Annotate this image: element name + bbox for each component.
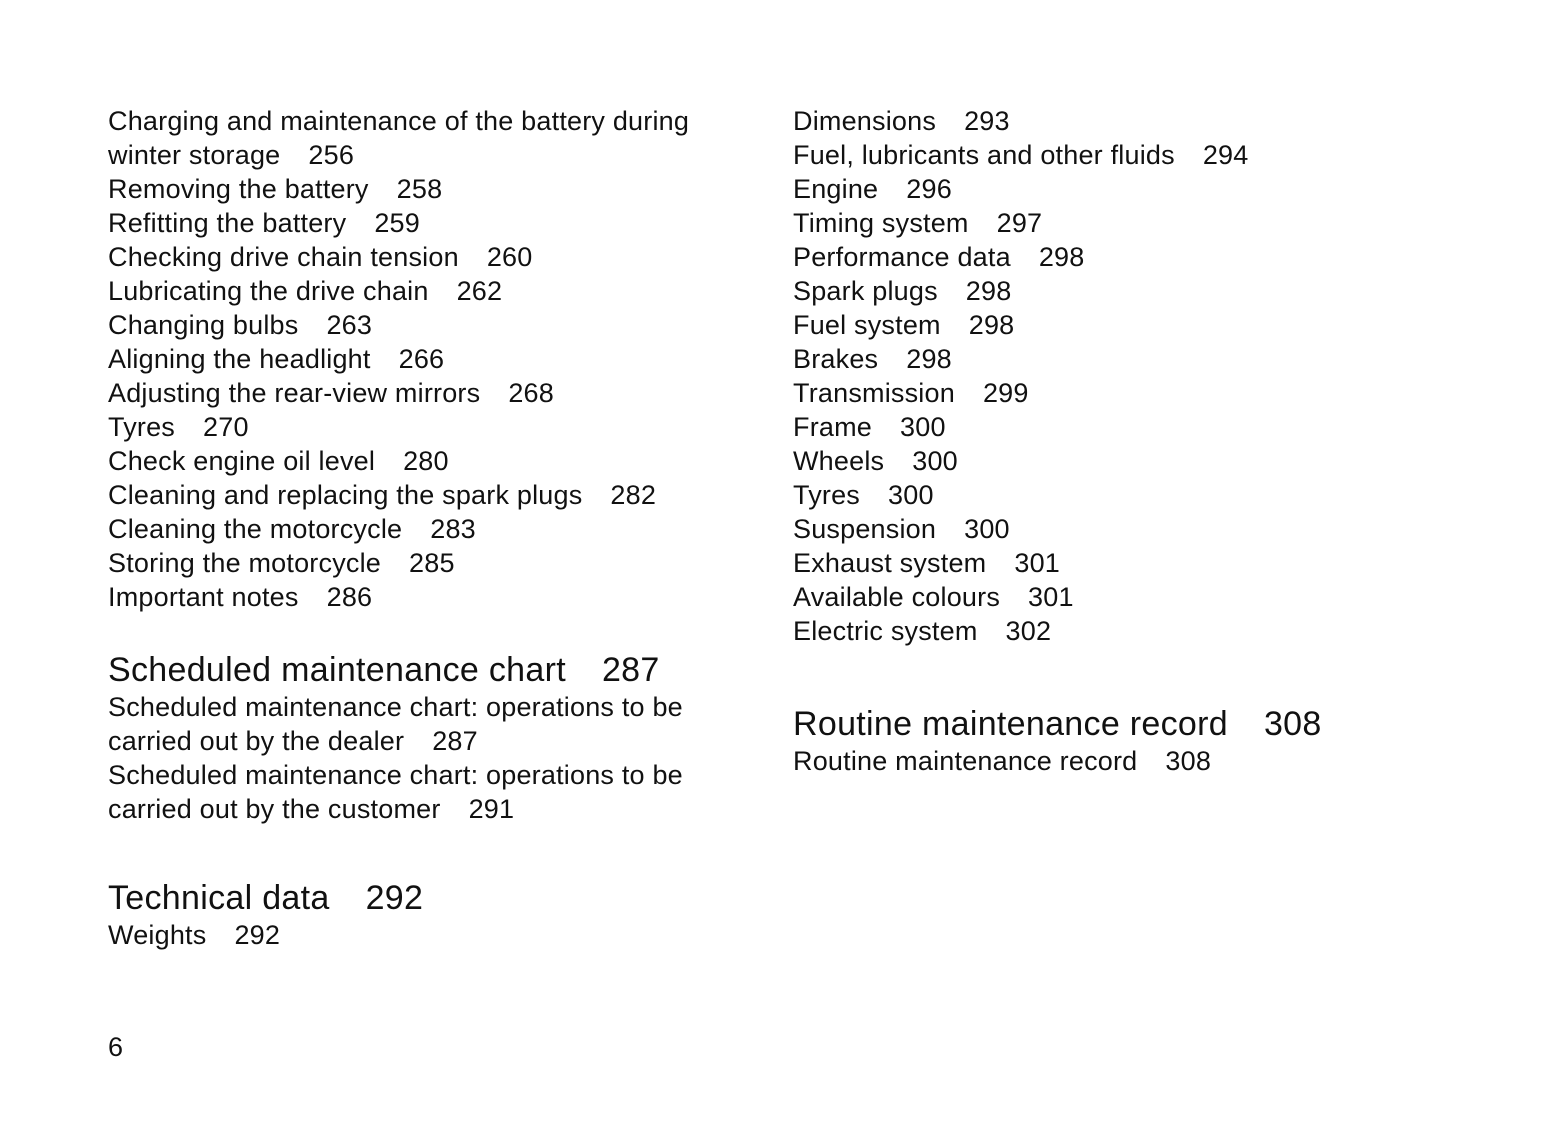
toc-entry-page: 300: [888, 480, 934, 510]
toc-entry-page: 301: [1014, 548, 1061, 578]
toc-right-column: [793, 104, 1473, 778]
toc-entry-page: 287: [432, 726, 478, 756]
toc-entry-page: 262: [456, 276, 503, 306]
toc-entry-title: Removing the battery: [108, 174, 369, 204]
toc-entry[interactable]: [793, 342, 1473, 376]
toc-entry[interactable]: [108, 478, 748, 512]
toc-entry-page: 300: [964, 514, 1010, 544]
toc-entry-page: 298: [968, 310, 1015, 340]
toc-entry[interactable]: [108, 172, 748, 206]
toc-entry-page: 308: [1165, 746, 1212, 776]
toc-entry-page: 285: [409, 548, 455, 578]
toc-entry[interactable]: [793, 478, 1473, 512]
toc-entry-page: 298: [1038, 242, 1085, 272]
toc-entry[interactable]: [793, 274, 1473, 308]
toc-entry[interactable]: [793, 410, 1473, 444]
toc-entry[interactable]: [793, 546, 1473, 580]
toc-entry-page: 263: [326, 310, 373, 340]
toc-entry-page: 294: [1202, 140, 1249, 170]
toc-entry-title: Available colours: [793, 582, 1001, 612]
toc-list-maintenance: [108, 104, 748, 614]
section-heading-page: 308: [1263, 705, 1322, 743]
toc-entry-title: Dimensions: [793, 106, 937, 136]
toc-entry-page: 259: [374, 208, 420, 238]
toc-entry[interactable]: [108, 690, 708, 758]
toc-entry-title: Brakes: [793, 344, 879, 374]
toc-entry-title: Wheels: [793, 446, 885, 476]
toc-entry-title: Cleaning the motorcycle: [108, 514, 403, 544]
toc-entry-title: Checking drive chain tension: [108, 242, 459, 272]
toc-entry-page: 297: [996, 208, 1043, 238]
toc-entry-title: Changing bulbs: [108, 310, 299, 340]
toc-entry[interactable]: [793, 104, 1473, 138]
toc-section-scheduled-maintenance: [108, 650, 748, 826]
toc-entry[interactable]: [793, 138, 1473, 172]
toc-entry-page: 258: [396, 174, 443, 204]
toc-entry-title: Performance data: [793, 242, 1011, 272]
toc-entry-page: 291: [468, 794, 515, 824]
toc-entry[interactable]: [108, 308, 748, 342]
toc-entry-title: Exhaust system: [793, 548, 987, 578]
toc-entry[interactable]: [108, 274, 748, 308]
toc-entry-page: 283: [430, 514, 476, 544]
toc-entry-title: Refitting the battery: [108, 208, 347, 238]
toc-entry-title: Storing the motorcycle: [108, 548, 382, 578]
toc-entry[interactable]: [108, 410, 748, 444]
toc-entry[interactable]: [108, 512, 748, 546]
section-heading-page: 292: [365, 879, 424, 917]
toc-entry-title: Check engine oil level: [108, 446, 376, 476]
toc-entry[interactable]: [108, 104, 718, 172]
section-gap: [108, 614, 748, 650]
section-heading-scheduled-maintenance[interactable]: [108, 650, 748, 690]
toc-entry-title: Lubricating the drive chain: [108, 276, 429, 306]
toc-entry-title: Aligning the headlight: [108, 344, 371, 374]
toc-entry-page: 300: [912, 446, 958, 476]
toc-entry-title: Transmission: [793, 378, 955, 408]
toc-entry[interactable]: [793, 240, 1473, 274]
page-number: 6: [108, 1032, 124, 1062]
toc-entry[interactable]: [108, 444, 748, 478]
toc-entry[interactable]: [108, 758, 708, 826]
toc-list-technical: [793, 104, 1473, 648]
toc-section-technical-data: [108, 878, 748, 952]
toc-entry-title: Routine maintenance record: [793, 746, 1138, 776]
toc-entry-title: Frame: [793, 412, 873, 442]
toc-entry-title: Cleaning and replacing the spark plugs: [108, 480, 583, 510]
toc-entry[interactable]: [793, 744, 1473, 778]
toc-entry[interactable]: [108, 376, 748, 410]
toc-entry-page: 270: [203, 412, 249, 442]
toc-entry[interactable]: [108, 240, 748, 274]
toc-entry-page: 298: [965, 276, 1012, 306]
section-gap: [793, 648, 1473, 704]
toc-entry-title: Suspension: [793, 514, 937, 544]
toc-entry-title: Weights: [108, 920, 207, 950]
toc-entry-page: 298: [906, 344, 952, 374]
toc-entry[interactable]: [793, 614, 1473, 648]
toc-entry[interactable]: [793, 376, 1473, 410]
toc-entry-page: 282: [610, 480, 657, 510]
toc-entry-title: Engine: [793, 174, 879, 204]
toc-entry[interactable]: [793, 580, 1473, 614]
toc-entry-page: 266: [398, 344, 445, 374]
toc-entry[interactable]: [793, 512, 1473, 546]
toc-entry-page: 260: [486, 242, 533, 272]
toc-entry-title: Timing system: [793, 208, 969, 238]
toc-entry-page: 268: [508, 378, 554, 408]
toc-entry[interactable]: [793, 172, 1473, 206]
section-gap: [108, 826, 748, 878]
toc-entry-page: 292: [234, 920, 281, 950]
toc-entry[interactable]: [108, 342, 748, 376]
section-heading-page: 287: [601, 651, 660, 689]
toc-entry-title: Charging and maintenance of the battery during winter storage: [108, 106, 690, 170]
toc-entry-page: 256: [308, 140, 355, 170]
toc-entry-title: Fuel system: [793, 310, 941, 340]
toc-entry[interactable]: [793, 206, 1473, 240]
toc-entry-title: Tyres: [108, 412, 176, 442]
toc-entry-title: Scheduled maintenance chart: operations to be carried out by the customer: [108, 760, 683, 824]
toc-entry[interactable]: [108, 546, 748, 580]
toc-section-routine-maintenance: [793, 704, 1473, 778]
toc-entry-page: 299: [982, 378, 1029, 408]
toc-entry-page: 301: [1028, 582, 1074, 612]
toc-entry-page: 280: [403, 446, 449, 476]
section-heading-routine-maintenance[interactable]: [793, 704, 1473, 744]
toc-entry-title: Fuel, lubricants and other fluids: [793, 140, 1175, 170]
section-heading-title: Routine maintenance record: [793, 705, 1228, 743]
toc-entry-title: Scheduled maintenance chart: operations to be carried out by the dealer: [108, 692, 683, 756]
toc-entry-page: 302: [1005, 616, 1052, 646]
toc-entry-title: Tyres: [793, 480, 861, 510]
toc-entry[interactable]: [793, 444, 1473, 478]
toc-entry-page: 296: [906, 174, 952, 204]
toc-entry-page: 286: [326, 582, 373, 612]
toc-entry[interactable]: [108, 206, 748, 240]
toc-entry-title: Important notes: [108, 582, 299, 612]
toc-entry-page: 300: [900, 412, 946, 442]
toc-entry-title: Electric system: [793, 616, 978, 646]
section-heading-title: Scheduled maintenance chart: [108, 651, 566, 689]
toc-entry[interactable]: [108, 580, 748, 614]
toc-entry[interactable]: [793, 308, 1473, 342]
toc-entry-title: Adjusting the rear-view mirrors: [108, 378, 481, 408]
toc-entry-title: Spark plugs: [793, 276, 938, 306]
section-heading-title: Technical data: [108, 879, 330, 917]
toc-entry-page: 293: [964, 106, 1010, 136]
section-heading-technical-data[interactable]: [108, 878, 748, 918]
toc-left-column: [108, 104, 748, 952]
toc-entry[interactable]: [108, 918, 748, 952]
